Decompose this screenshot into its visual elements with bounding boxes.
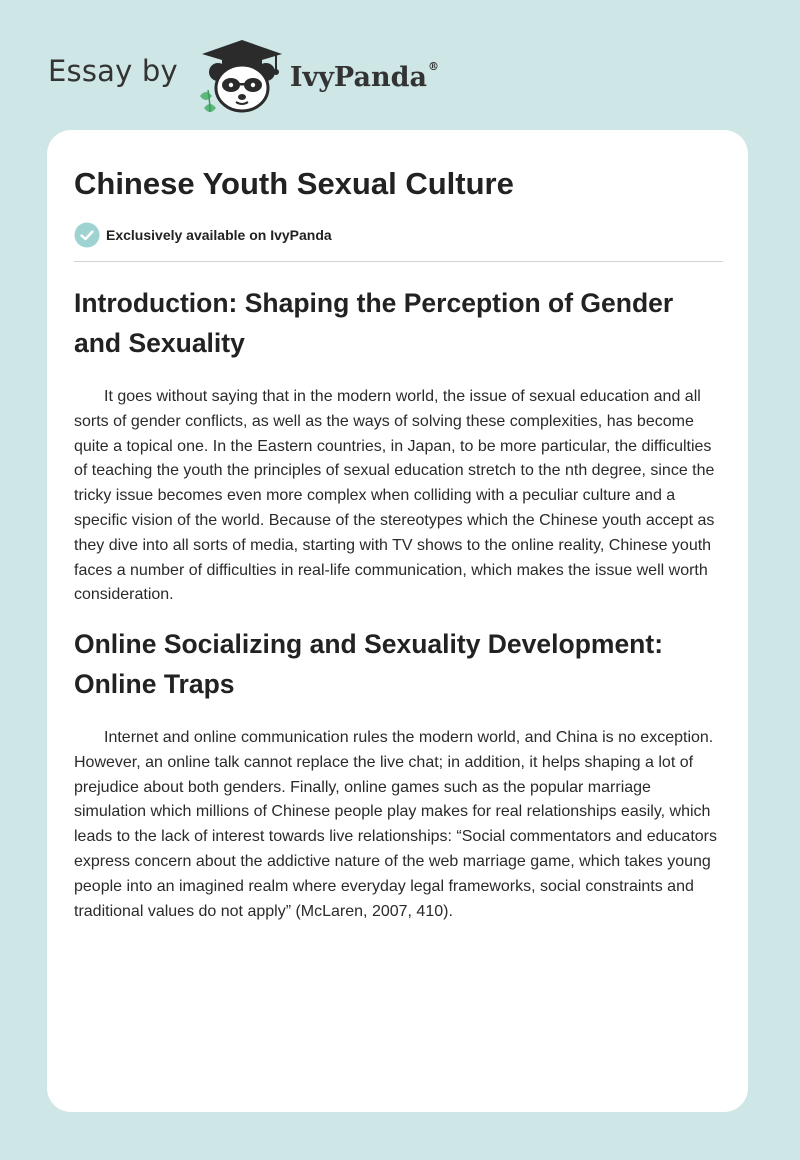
section-introduction	[74, 283, 724, 608]
check-circle-icon	[74, 222, 100, 248]
exclusive-badge-label: Exclusively available on IvyPanda	[106, 227, 332, 243]
section-heading: Online Socializing and Sexuality Development: Online Traps	[74, 629, 664, 699]
brand-name[interactable]	[289, 59, 439, 93]
section-paragraph: It goes without saying that in the modern world, the issue of sexual education and all sorts of gender conflicts, as well as the ways of solving these complexities, has become quite a topical one. In the Eastern countries, in Japan, to be more particular, the difficulties of teaching the youth the principles of sexual education stretch to the nth degree, since the tricky issue becomes even more complex when colliding with a peculiar culture and a specific vision of the world. Because of the stereotypes which the Chinese youth accept as they dive into all sorts of media, starting with TV shows to the online reality, Chinese youth faces a number of difficulties in real-life communication, which makes the issue well worth consideration.	[74, 388, 715, 604]
brand-text: IvyPanda	[289, 61, 427, 93]
article-card	[47, 130, 748, 1112]
section-paragraph: Internet and online communication rules the modern world, and China is no exception. However, an online talk cannot replace the live chat; in addition, it helps shaping a lot of prejudice about both genders. Finally, online games such as the popular marriage simulation which millions of Chinese people play makes for real relationships easily, which leads to the lack of interest towards live relationships: “Social commentators and educators express concern about the addictive nature of the web marriage game, which takes young people into an imagined realm where everyday legal frameworks, social constraints and traditional values do not apply” (McLaren, 2007, 410).	[74, 729, 717, 920]
section-online-socializing	[74, 624, 724, 924]
registered-mark: ®	[427, 59, 439, 73]
page-title: Chinese Youth Sexual Culture	[74, 166, 514, 201]
site-header	[48, 34, 528, 114]
essay-by-label: Essay by	[48, 54, 178, 88]
title-divider	[74, 261, 723, 262]
exclusive-badge	[74, 222, 332, 248]
section-heading: Introduction: Shaping the Perception of Gender and Sexuality	[74, 288, 674, 358]
ivypanda-logo-icon[interactable]	[192, 34, 288, 114]
